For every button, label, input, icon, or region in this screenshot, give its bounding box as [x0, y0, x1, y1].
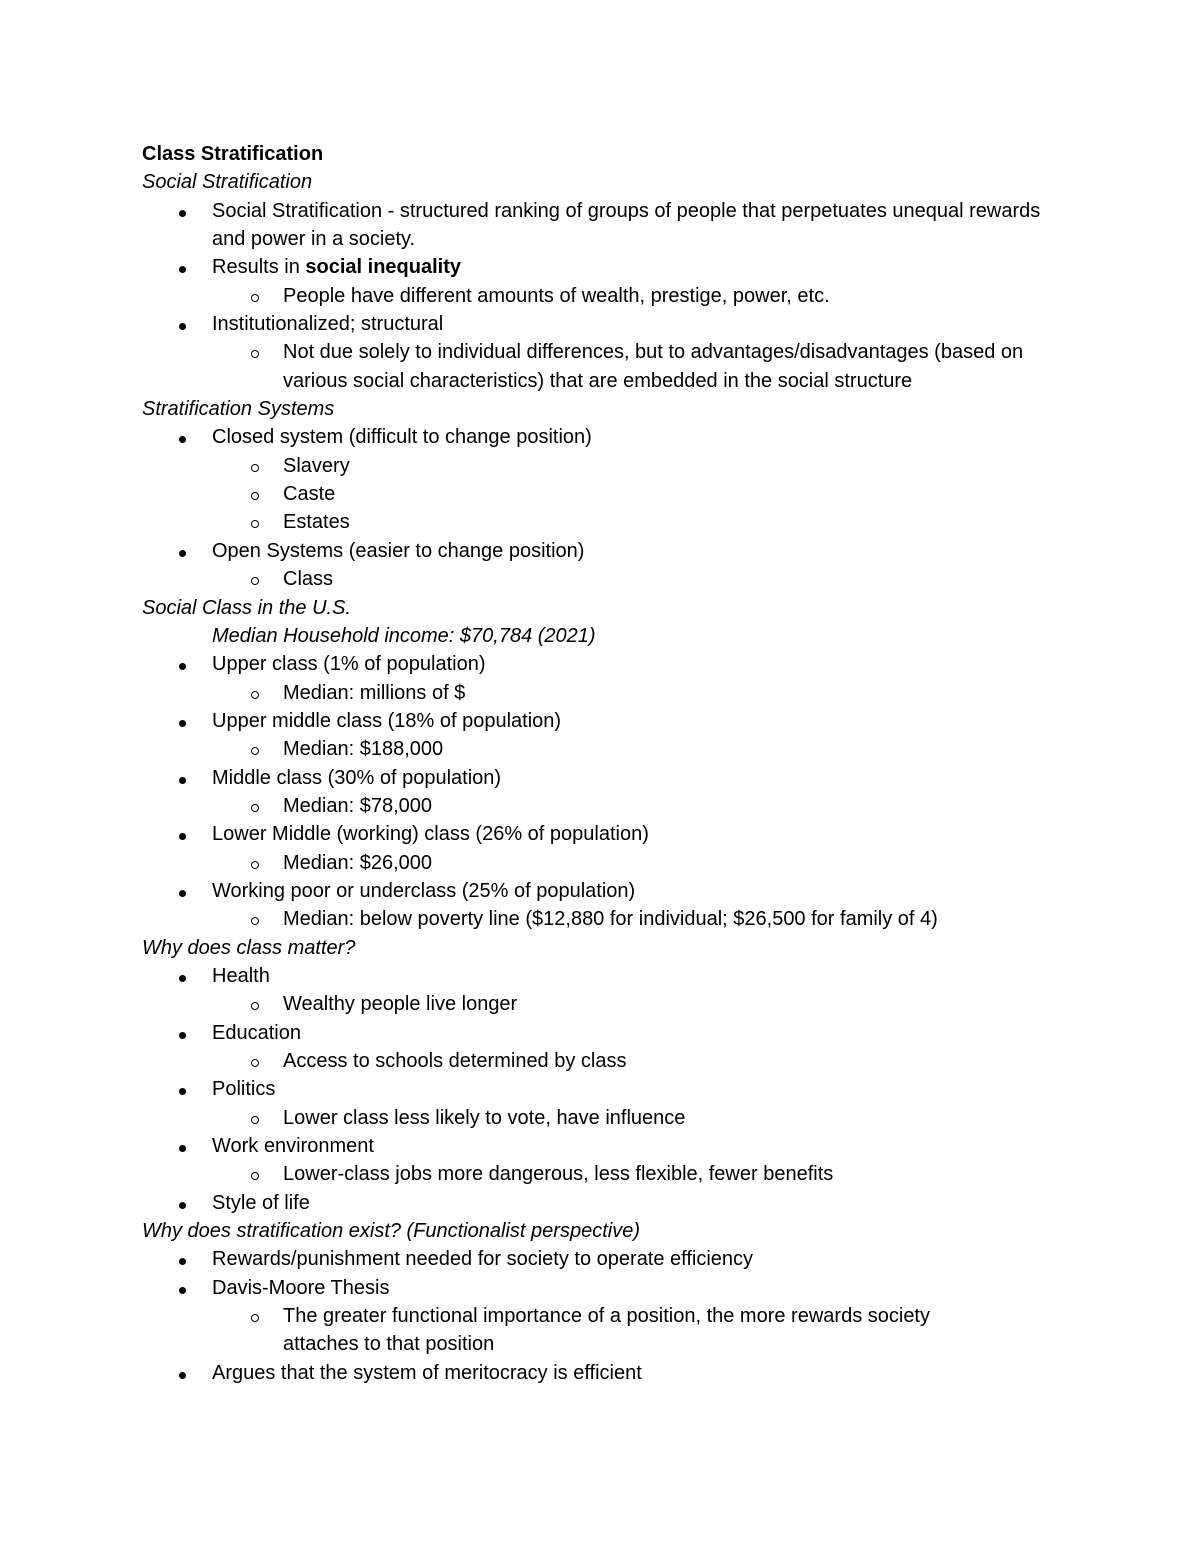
bold-term: social inequality: [305, 256, 461, 279]
hollow-bullet-icon: [251, 861, 259, 869]
hollow-bullet-icon: [251, 464, 259, 472]
list-subitem: Median: $188,000: [142, 735, 1082, 763]
filled-bullet-icon: [179, 890, 186, 897]
median-household-income: Median Household income: $70,784 (2021): [212, 624, 596, 647]
list-item: Closed system (difficult to change position): [142, 423, 1082, 451]
section-heading-social-class-us: Social Class in the U.S.: [142, 596, 351, 619]
list-subitem: Lower-class jobs more dangerous, less flexible, fewer benefits: [142, 1160, 1082, 1188]
filled-bullet-icon: [179, 777, 186, 784]
list-item: Rewards/punishment needed for society to operate efficiency: [142, 1245, 1082, 1273]
filled-bullet-icon: [179, 1287, 186, 1294]
hollow-bullet-icon: [251, 350, 259, 358]
filled-bullet-icon: [179, 663, 186, 670]
list-item: Social Stratification - structured ranking of groups of people that perpetuates unequal rewards and power in a society.: [142, 197, 1082, 254]
list-item: Upper middle class (18% of population): [142, 707, 1082, 735]
list-subitem: Median: $26,000: [142, 849, 1082, 877]
filled-bullet-icon: [179, 1032, 186, 1039]
filled-bullet-icon: [179, 1145, 186, 1152]
list-item: Davis-Moore Thesis: [142, 1274, 1082, 1302]
list-item: Results in social inequality: [142, 253, 1082, 281]
hollow-bullet-icon: [251, 1059, 259, 1067]
list-item: Politics: [142, 1075, 1082, 1103]
social-stratification-list: [142, 197, 1082, 395]
stratification-systems-list: [142, 423, 1082, 593]
hollow-bullet-icon: [251, 1314, 259, 1322]
list-item: Education: [142, 1019, 1082, 1047]
list-subitem: Estates: [142, 508, 1082, 536]
list-subitem: Access to schools determined by class: [142, 1047, 1082, 1075]
filled-bullet-icon: [179, 1202, 186, 1209]
document-title: Class Stratification: [142, 143, 324, 165]
hollow-bullet-icon: [251, 1172, 259, 1180]
list-subitem: Median: $78,000: [142, 792, 1082, 820]
list-item: Work environment: [142, 1132, 1082, 1160]
filled-bullet-icon: [179, 436, 186, 443]
section-heading-stratification-systems: Stratification Systems: [142, 398, 335, 421]
filled-bullet-icon: [179, 1372, 186, 1379]
filled-bullet-icon: [179, 550, 186, 557]
list-item: Argues that the system of meritocracy is efficient: [142, 1359, 1082, 1387]
filled-bullet-icon: [179, 1258, 186, 1265]
list-subitem: Class: [142, 565, 1082, 593]
list-subitem: The greater functional importance of a position, the more rewards society attaches to that position: [142, 1302, 1082, 1359]
filled-bullet-icon: [179, 323, 186, 330]
hollow-bullet-icon: [251, 294, 259, 302]
list-item: Health: [142, 962, 1082, 990]
list-item: Institutionalized; structural: [142, 310, 1082, 338]
list-subitem: Median: below poverty line ($12,880 for individual; $26,500 for family of 4): [142, 905, 1082, 933]
filled-bullet-icon: [179, 210, 186, 217]
hollow-bullet-icon: [251, 747, 259, 755]
section-heading-why-stratification-exists: Why does stratification exist? (Functionalist perspective): [142, 1220, 640, 1243]
hollow-bullet-icon: [251, 804, 259, 812]
list-item: Style of life: [142, 1189, 1082, 1217]
list-item: Working poor or underclass (25% of population): [142, 877, 1082, 905]
list-subitem: Caste: [142, 480, 1082, 508]
list-subitem: Not due solely to individual differences, but to advantages/disadvantages (based on various social characteristics) that are embedded in the social structure: [142, 338, 1082, 395]
why-class-matters-list: [142, 962, 1082, 1217]
filled-bullet-icon: [179, 720, 186, 727]
hollow-bullet-icon: [251, 492, 259, 500]
list-item: Lower Middle (working) class (26% of population): [142, 820, 1082, 848]
hollow-bullet-icon: [251, 691, 259, 699]
section-heading-social-stratification: Social Stratification: [142, 171, 313, 194]
social-class-list: [142, 650, 1082, 933]
hollow-bullet-icon: [251, 1002, 259, 1010]
list-subitem: Slavery: [142, 452, 1082, 480]
list-item: Upper class (1% of population): [142, 650, 1082, 678]
hollow-bullet-icon: [251, 1116, 259, 1124]
hollow-bullet-icon: [251, 520, 259, 528]
filled-bullet-icon: [179, 833, 186, 840]
hollow-bullet-icon: [251, 577, 259, 585]
document-page: [142, 140, 1082, 1387]
filled-bullet-icon: [179, 1088, 186, 1095]
why-stratification-exists-list: [142, 1245, 1082, 1387]
section-heading-why-class-matters: Why does class matter?: [142, 936, 356, 959]
list-item: Middle class (30% of population): [142, 764, 1082, 792]
list-item: Open Systems (easier to change position): [142, 537, 1082, 565]
list-subitem: People have different amounts of wealth, prestige, power, etc.: [142, 282, 1082, 310]
hollow-bullet-icon: [251, 917, 259, 925]
list-subitem: Lower class less likely to vote, have influence: [142, 1104, 1082, 1132]
list-subitem: Median: millions of $: [142, 679, 1082, 707]
filled-bullet-icon: [179, 975, 186, 982]
filled-bullet-icon: [179, 266, 186, 273]
list-subitem: Wealthy people live longer: [142, 990, 1082, 1018]
